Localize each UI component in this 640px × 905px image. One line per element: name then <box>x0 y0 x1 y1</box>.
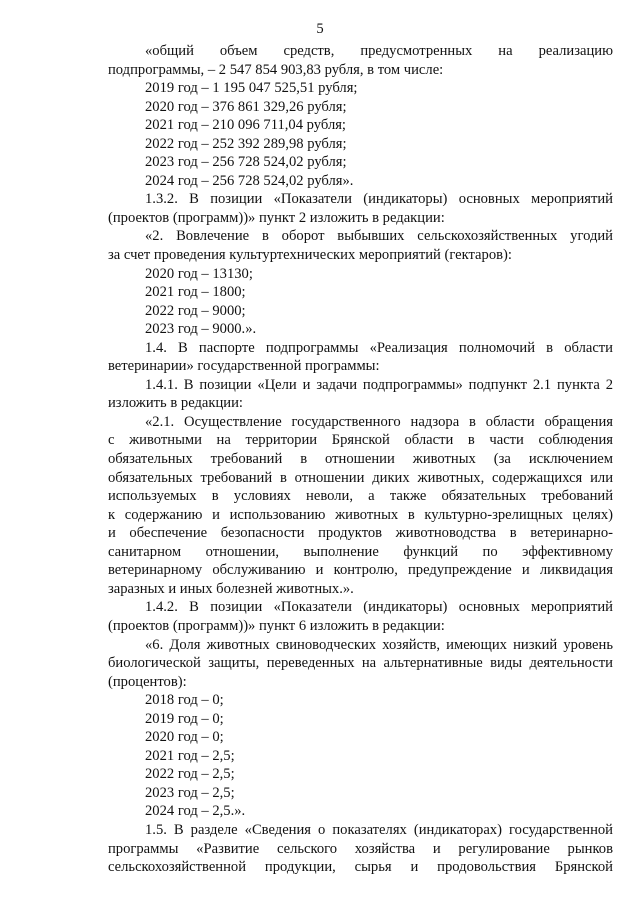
text-line: «2.1. Осуществление государственного надзора в области обращения <box>145 413 613 430</box>
text-line: «6. Доля животных свиноводческих хозяйств, имеющих низкий уровень <box>145 636 613 653</box>
text-line: 2021 год – 2,5; <box>145 747 235 764</box>
text-line: 2020 год – 0; <box>145 729 224 746</box>
text-line: «общий объем средств, предусмотренных на реализацию <box>145 43 613 59</box>
page-number: 5 <box>316 21 324 37</box>
text-line: подпрограммы, – 2 547 854 903,83 рубля, в том числе: <box>108 61 444 78</box>
text-line: (процентов): <box>108 673 187 690</box>
text-line: (проектов (программ))» пункт 6 изложить в редакции: <box>108 617 445 634</box>
text-line: 2018 год – 0; <box>145 692 224 709</box>
text-line: за счет проведения культуртехнических мероприятий (гектаров): <box>108 247 512 264</box>
text-line: 2019 год – 0; <box>145 710 224 727</box>
text-line: 2020 год – 13130; <box>145 265 253 282</box>
text-line: 2020 год – 376 861 329,26 рубля; <box>145 98 347 115</box>
text-line: изложить в редакции: <box>108 395 243 412</box>
text-line: санитарном отношении, выполнение функций по эффективному <box>108 543 613 560</box>
text-line: обязательных требований в отношении животных (за исключением <box>108 451 613 468</box>
text-line: и обеспечение безопасности продуктов животноводства в ветеринарно- <box>108 525 613 542</box>
text-line: используемых в условиях неволи, а также обязательных требований <box>108 488 613 505</box>
text-line: с животными на территории Брянской области в части соблюдения <box>108 432 613 449</box>
text-line: программы «Развитие сельского хозяйства и регулирование рынков <box>108 840 613 857</box>
text-line: 2023 год – 256 728 524,02 рубля; <box>145 154 347 171</box>
text-line: 1.5. В разделе «Сведения о показателях (индикаторах) государственной <box>145 821 613 838</box>
text-line: 1.4. В паспорте подпрограммы «Реализация полномочий в области <box>145 339 613 356</box>
text-line: 2023 год – 2,5; <box>145 784 235 801</box>
text-line: 2023 год – 9000.». <box>145 321 257 338</box>
text-line: 2022 год – 2,5; <box>145 766 235 783</box>
text-line: заразных и иных болезней животных.». <box>108 580 354 597</box>
text-line: ветеринарному обслуживанию и контролю, предупреждение и ликвидация <box>108 562 613 579</box>
text-line: ветеринарии» государственной программы: <box>108 358 380 375</box>
text-line: 2022 год – 252 392 289,98 рубля; <box>145 135 347 152</box>
text-line: 1.3.2. В позиции «Показатели (индикаторы) основных мероприятий <box>145 191 613 208</box>
text-line: 2021 год – 210 096 711,04 рубля; <box>145 117 346 134</box>
text-line: биологической защиты, переведенных на альтернативные виды деятельности <box>108 655 613 672</box>
text-line: обязательных требований в отношении диких животных, содержащихся или <box>108 469 613 486</box>
text-line: 2019 год – 1 195 047 525,51 рубля; <box>145 80 358 97</box>
document-body <box>108 42 613 877</box>
text-line: 2021 год – 1800; <box>145 284 246 301</box>
text-line: 2024 год – 256 728 524,02 рубля». <box>145 172 354 189</box>
text-line: 1.4.2. В позиции «Показатели (индикаторы) основных мероприятий <box>145 599 613 616</box>
text-line: к содержанию и использованию животных в культурно-зрелищных целях) <box>108 506 613 523</box>
text-line: сельскохозяйственной продукции, сырья и продовольствия Брянской <box>108 859 613 876</box>
text-line: 2022 год – 9000; <box>145 302 246 319</box>
text-line: (проектов (программ))» пункт 2 изложить в редакции: <box>108 209 445 226</box>
text-line: «2. Вовлечение в оборот выбывших сельскохозяйственных угодий <box>145 228 613 245</box>
text-line: 2024 год – 2,5.». <box>145 803 246 820</box>
text-line: 1.4.1. В позиции «Цели и задачи подпрограммы» подпункт 2.1 пункта 2 <box>145 376 613 393</box>
